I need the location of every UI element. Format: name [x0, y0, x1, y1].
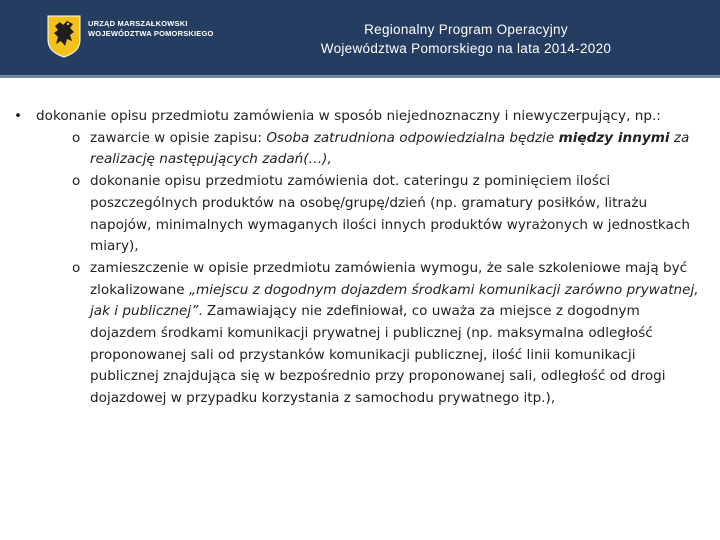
sub-item-1-text [90, 128, 704, 171]
sub-item-2-text: dokonanie opisu przedmiotu zamówienia dot. cateringu z pominięciem ilości poszczególnych produktów na osobę/grupę/dzień (np. gramatury posiłków, litrażu napojów, minimalnych wymaganych ilości innych produktów wyrażonych w jednostkach miary), [90, 173, 690, 255]
slide-content [14, 106, 704, 410]
logo-text [88, 19, 214, 39]
sub-item-3-tail: . Zamawiający nie zdefiniował, co uważa za miejsce z dogodnym dojazdem środkami komunikacji prywatnej i publicznej (np. maksymalna odległość proponowanej sali od przystanków komunikacji publicznej, ilość linii komunikacji publicznej znajdująca się w bezpośrednio przy proponowanej sali, odległość od drogi dojazdowej w przypadku korzystania z samochodu prywatnego itp.), [90, 303, 666, 407]
sub-item-3-lead: zamieszczenie w opisie przedmiotu zamówienia wymogu, że sale szkoleniowe mają być zlokalizowane [90, 259, 688, 298]
logo-line-2: WOJEWÓDZTWA POMORSKIEGO [88, 29, 214, 38]
sub-item-1-quote-tail: za realizację następujących zadań(…), [90, 129, 690, 168]
sub-item-3 [72, 258, 704, 410]
sub-item-1-lead: zawarcie w opisie zapisu: [90, 129, 267, 146]
main-bullet [14, 106, 704, 128]
program-title-line-1: Regionalny Program Operacyjny [364, 22, 568, 37]
sub-item-3-quote: „miejscu z dogodnym dojazdem środkami komunikacji zarówno prywatnej, jak i publicznej” [90, 281, 699, 320]
sub-bullet-icon: o [72, 129, 81, 146]
pomorskie-emblem-icon [46, 14, 82, 58]
sub-item-1-quote: Osoba zatrudniona odpowiedzialna będzie [266, 129, 559, 146]
header-bar [0, 0, 720, 78]
main-bullet-text: dokonanie opisu przedmiotu zamówienia w sposób niejednoznaczny i niewyczerpujący, np.: [36, 108, 661, 124]
bullet-icon: • [14, 108, 23, 124]
program-title-line-2: Województwa Pomorskiego na lata 2014-2020 [320, 41, 612, 56]
sub-item-1 [72, 128, 704, 171]
sub-bullet-icon: o [72, 173, 81, 190]
program-title [246, 20, 686, 58]
sub-item-2 [72, 171, 704, 258]
sub-bullet-icon: o [72, 259, 81, 276]
sub-item-1-emphasis: między innymi [558, 129, 670, 146]
sub-item-3-text [90, 258, 704, 410]
logo-line-1: URZĄD MARSZAŁKOWSKI [88, 19, 188, 28]
